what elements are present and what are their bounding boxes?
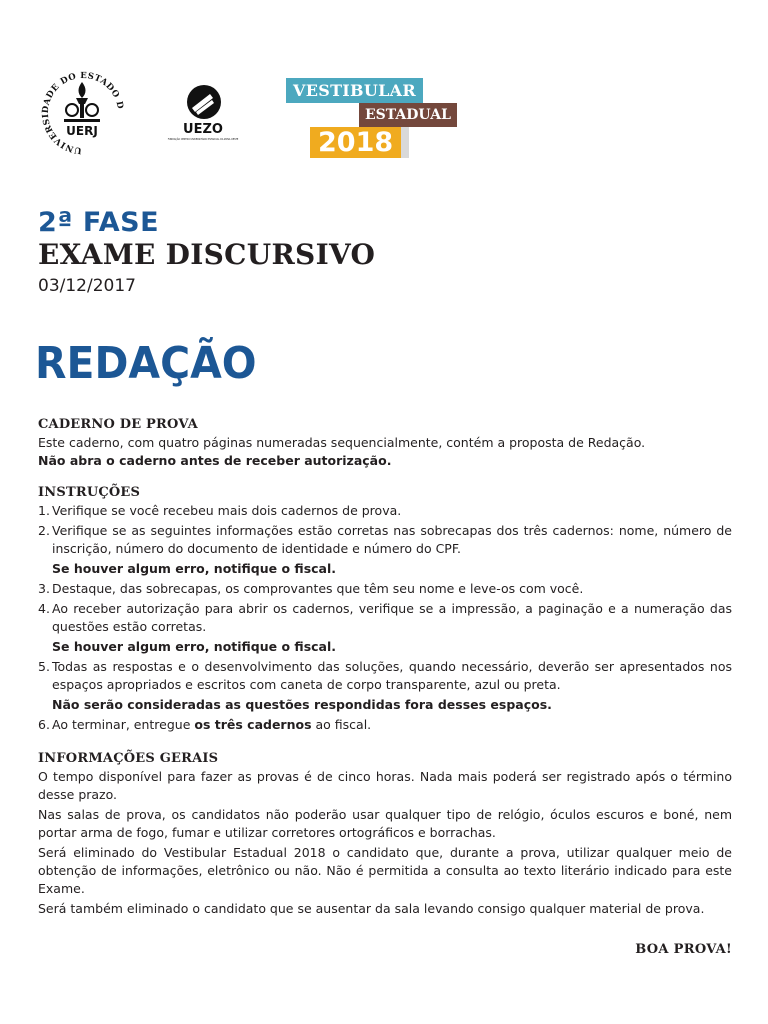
instrucoes-title: INSTRUÇÕES: [38, 485, 141, 500]
item-number: 5.: [38, 659, 50, 674]
vestibular-year-text: 2018: [318, 127, 394, 158]
item-note: Se houver algum erro, notifique o fiscal.: [52, 639, 337, 654]
instructions-content: [38, 416, 732, 920]
item-number: 6.: [38, 717, 50, 732]
vestibular-logo-line1: VESTIBULAR: [286, 78, 423, 103]
subject-title: REDAÇÃO: [35, 338, 257, 389]
uezo-logo: [167, 82, 239, 152]
uezo-logo-subtext: FUNDAÇÃO CENTRO UNIVERSITÁRIO ESTADUAL DA ZONA OESTE: [167, 138, 239, 141]
item-text: Todas as respostas e o desenvolvimento das soluções, quando necessário, deverão ser apresentados nos espaços apropriados e escritos com caneta de corpo transparente, azul ou preta.: [52, 659, 732, 692]
list-item: [38, 580, 732, 598]
logo-header: [0, 0, 768, 180]
uerj-ring-text: UNIVERSIDADE DO ESTADO D: [40, 70, 125, 156]
exame-title: EXAME DISCURSIVO: [38, 238, 376, 271]
list-item: [38, 600, 732, 656]
vestibular-logo: [286, 78, 486, 160]
caderno-line2: Não abra o caderno antes de receber autorização.: [38, 453, 392, 468]
caderno-title: CADERNO DE PROVA: [38, 417, 198, 432]
uezo-logo-name: UEZO: [183, 122, 223, 137]
informacoes-title: INFORMAÇÕES GERAIS: [38, 751, 219, 766]
item-text: Ao receber autorização para abrir os cadernos, verifique se a impressão, a paginação e a numeração das questões estão corretas.: [52, 601, 732, 634]
exam-date: 03/12/2017: [38, 276, 136, 296]
item-note: Não serão consideradas as questões respondidas fora desses espaços.: [52, 697, 552, 712]
item-text: Verifique se as seguintes informações estão corretas nas sobrecapas dos três cadernos: nome, número de inscrição, número do documento de identidade e número do CPF.: [52, 523, 732, 556]
vestibular-logo-year: [310, 127, 401, 158]
item-number: 3.: [38, 581, 50, 596]
list-item: [38, 522, 732, 578]
list-item: [38, 658, 732, 714]
item-number: 4.: [38, 601, 50, 616]
closing-text: BOA PROVA!: [635, 942, 732, 957]
item-text: Verifique se você recebeu mais dois cadernos de prova.: [52, 503, 402, 518]
informacoes-body: [38, 768, 732, 918]
instructions-list: [38, 502, 732, 734]
vestibular-year-shade: [401, 127, 409, 158]
item-text: Destaque, das sobrecapas, os comprovantes que têm seu nome e leve-os com você.: [52, 581, 584, 596]
list-item: [38, 502, 732, 520]
item-note: Se houver algum erro, notifique o fiscal.: [52, 561, 337, 576]
item-text-before: Ao terminar, entregue: [52, 717, 195, 732]
info-paragraph: Será eliminado do Vestibular Estadual 2018 o candidato que, durante a prova, utilizar qualquer meio de obtenção de informações, eletrônico ou não. Não é permitida a consulta ao texto literário indicado para este Exame.: [38, 845, 732, 896]
item-number: 2.: [38, 523, 50, 538]
list-item: [38, 716, 732, 734]
info-paragraph: Será também eliminado o candidato que se ausentar da sala levando consigo qualquer material de prova.: [38, 901, 705, 916]
caderno-line1: Este caderno, com quatro páginas numeradas sequencialmente, contém a proposta de Redação.: [38, 435, 646, 450]
vestibular-logo-line2: ESTADUAL: [359, 103, 457, 127]
fase-title: 2ª FASE: [38, 207, 160, 238]
info-paragraph: Nas salas de prova, os candidatos não poderão usar qualquer tipo de relógio, óculos escuros e boné, nem portar arma de fogo, fumar e utilizar corretores ortográficos e borrachas.: [38, 807, 732, 840]
info-paragraph: O tempo disponível para fazer as provas é de cinco horas. Nada mais poderá ser registrado após o término desse prazo.: [38, 769, 732, 802]
uerj-logo-name: UERJ: [66, 124, 98, 138]
item-number: 1.: [38, 503, 50, 518]
item-text-after: ao fiscal.: [311, 717, 372, 732]
item-text-bold: os três cadernos: [194, 717, 312, 732]
uerj-logo: [36, 68, 140, 164]
